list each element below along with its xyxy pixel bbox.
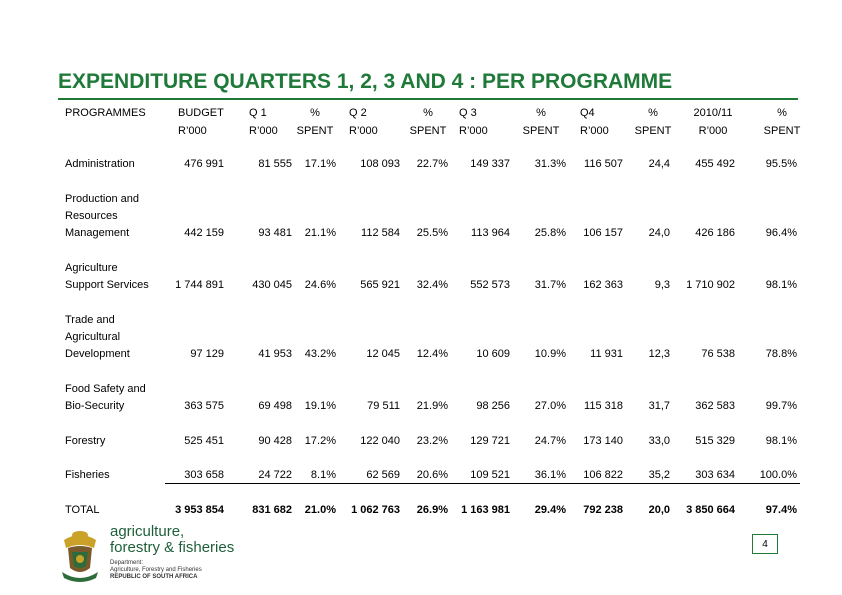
cell-budget: 442 159 (184, 227, 224, 239)
cell-q3p: 36.1% (534, 469, 566, 481)
cell-q3p: 31.3% (534, 158, 566, 170)
cell-q1: 93 481 (258, 227, 292, 239)
total-separator-line (165, 483, 800, 484)
header-q1 (249, 104, 278, 140)
header-totalp-line: % (777, 107, 787, 119)
cell-total: 303 634 (695, 469, 735, 481)
cell-q4: 115 318 (584, 400, 623, 412)
cell-q4: 106 157 (583, 227, 623, 239)
cell-q3: 129 721 (470, 435, 510, 447)
cell-totalp: 78.8% (765, 348, 797, 360)
cell-q4: 162 363 (583, 279, 623, 291)
cell-q1: 90 428 (258, 435, 292, 447)
cell-q2p: 21.9% (416, 400, 448, 412)
logo-department-text (110, 560, 202, 581)
cell-q3p: 25.8% (534, 227, 566, 239)
cell-q1p: 8.1% (310, 469, 336, 481)
cell-totalp: 99.7% (765, 400, 797, 412)
cell-q2p: 26.9% (416, 504, 448, 516)
header-q1p (285, 104, 345, 140)
cell-q1: 831 682 (252, 504, 292, 516)
cell-q1p: 17.2% (304, 435, 336, 447)
cell-total: 426 186 (695, 227, 735, 239)
header-q2 (349, 104, 378, 140)
cell-budget: 3 953 854 (175, 504, 224, 516)
cell-totalp: 96.4% (765, 227, 797, 239)
cell-q1p: 24.6% (304, 279, 336, 291)
logo-line-2: forestry & fisheries (110, 539, 235, 556)
header-programmes: PROGRAMMES (65, 107, 146, 119)
header-q4p-line: SPENT (634, 125, 672, 137)
cell-q1p: 19.1% (304, 400, 336, 412)
header-q2p-line: % (423, 107, 433, 119)
cell-q3p: 10.9% (534, 348, 566, 360)
cell-q3: 98 256 (476, 400, 510, 412)
cell-q2: 565 921 (360, 279, 400, 291)
header-budget (178, 104, 224, 140)
cell-q4p: 9,3 (654, 279, 670, 291)
cell-total: 455 492 (695, 158, 735, 170)
programme-label-line: Agricultural (65, 331, 121, 343)
header-totalp-line: SPENT (763, 125, 801, 137)
cell-q4p: 24,0 (648, 227, 670, 239)
logo-dept-line-2: Agriculture, Forestry and Fisheries (110, 567, 202, 573)
cell-q2: 62 569 (366, 469, 400, 481)
programme-label-line: Development (65, 348, 130, 360)
programme-label (65, 433, 105, 450)
programme-label-line: TOTAL (65, 504, 100, 516)
header-total-line: R’000 (698, 125, 728, 137)
cell-q2: 122 040 (360, 435, 400, 447)
cell-total: 76 538 (701, 348, 735, 360)
programme-label-line: Forestry (65, 435, 106, 447)
cell-q2p: 23.2% (416, 435, 448, 447)
cell-q4: 116 507 (584, 158, 623, 170)
coat-of-arms-icon (58, 526, 102, 584)
cell-q3: 1 163 981 (461, 504, 510, 516)
cell-q4: 106 822 (583, 469, 623, 481)
header-q2p (398, 104, 458, 140)
cell-q2p: 32.4% (416, 279, 448, 291)
page-title: EXPENDITURE QUARTERS 1, 2, 3 AND 4 : PER PROGRAMME (58, 70, 673, 93)
cell-q4p: 24,4 (648, 158, 670, 170)
programme-label (65, 156, 135, 173)
header-q1p-line: SPENT (296, 125, 334, 137)
cell-totalp: 95.5% (765, 158, 797, 170)
cell-q2: 79 511 (367, 400, 400, 412)
programme-label-line: Agriculture (65, 262, 118, 274)
header-q3p-line: SPENT (522, 125, 560, 137)
cell-q4p: 33,0 (648, 435, 670, 447)
header-totalp (752, 104, 812, 140)
cell-q4: 11 931 (590, 348, 623, 360)
cell-budget: 363 575 (184, 400, 224, 412)
programme-label-line: Administration (65, 158, 135, 170)
cell-q2p: 22.7% (416, 158, 448, 170)
cell-q2: 1 062 763 (351, 504, 400, 516)
cell-totalp: 98.1% (765, 279, 797, 291)
header-q2-line: Q 2 (349, 107, 367, 119)
header-total-line: 2010/11 (693, 107, 733, 119)
programme-label-line: Fisheries (65, 469, 110, 481)
cell-q1: 41 953 (258, 348, 292, 360)
cell-q3p: 31.7% (534, 279, 566, 291)
cell-q4: 173 140 (583, 435, 623, 447)
cell-q4p: 31,7 (648, 400, 670, 412)
header-q3p (511, 104, 571, 140)
cell-q4p: 12,3 (648, 348, 670, 360)
cell-budget: 303 658 (184, 469, 224, 481)
header-q4p-line: % (648, 107, 658, 119)
cell-q3: 109 521 (470, 469, 510, 481)
programme-label-line: Resources (65, 210, 118, 222)
cell-q1p: 21.0% (304, 504, 336, 516)
cell-totalp: 98.1% (765, 435, 797, 447)
header-q3 (459, 104, 488, 140)
cell-q3: 149 337 (470, 158, 510, 170)
cell-total: 515 329 (695, 435, 735, 447)
header-q1-line: Q 1 (249, 107, 267, 119)
department-logo (58, 524, 258, 584)
cell-budget: 97 129 (190, 348, 224, 360)
cell-totalp: 100.0% (759, 469, 797, 481)
programme-label (65, 381, 146, 415)
cell-q1p: 43.2% (304, 348, 336, 360)
cell-q4: 792 238 (583, 504, 623, 516)
logo-line-1: agriculture, (110, 523, 185, 540)
cell-budget: 476 991 (184, 158, 224, 170)
cell-budget: 525 451 (184, 435, 224, 447)
header-q3-line: Q 3 (459, 107, 477, 119)
programme-label-line: Support Services (65, 279, 149, 291)
cell-q1: 24 722 (258, 469, 292, 481)
programme-label-line: Trade and (65, 314, 115, 326)
cell-q2p: 20.6% (416, 469, 448, 481)
header-q2-line: R’000 (349, 125, 378, 137)
cell-q1: 430 045 (252, 279, 292, 291)
header-q4p (623, 104, 683, 140)
header-q1p-line: % (310, 107, 320, 119)
cell-q2: 108 093 (360, 158, 400, 170)
cell-q2: 12 045 (366, 348, 400, 360)
header-q3p-line: % (536, 107, 546, 119)
programme-label-line: Bio-Security (65, 400, 125, 412)
header-total (683, 104, 743, 140)
total-label (65, 502, 99, 519)
title-underline (58, 98, 798, 100)
cell-budget: 1 744 891 (175, 279, 224, 291)
cell-totalp: 97.4% (765, 504, 797, 516)
programme-label-line: Production and (65, 193, 139, 205)
cell-q1: 69 498 (258, 400, 292, 412)
cell-q3p: 29.4% (534, 504, 566, 516)
header-budget-line: BUDGET (178, 107, 224, 119)
header-q3-line: R’000 (459, 125, 488, 137)
cell-q1p: 21.1% (304, 227, 336, 239)
programme-label-line: Management (65, 227, 130, 239)
header-q4-line: Q4 (580, 107, 595, 119)
header-budget-line: R’000 (178, 125, 207, 137)
header-q2p-line: SPENT (409, 125, 447, 137)
cell-total: 1 710 902 (686, 279, 735, 291)
cell-q4p: 35,2 (648, 469, 670, 481)
programme-label (65, 467, 110, 484)
cell-q1p: 17.1% (304, 158, 336, 170)
cell-q3p: 27.0% (534, 400, 566, 412)
cell-total: 362 583 (695, 400, 735, 412)
cell-total: 3 850 664 (686, 504, 735, 516)
page-number: 4 (752, 534, 778, 554)
programme-label (65, 191, 139, 242)
cell-q2: 112 584 (361, 227, 400, 239)
programme-label (65, 312, 130, 363)
cell-q3: 10 609 (476, 348, 510, 360)
cell-q3p: 24.7% (534, 435, 566, 447)
header-q4-line: R’000 (580, 125, 609, 137)
cell-q2p: 12.4% (416, 348, 448, 360)
programme-label-line: Food Safety and (65, 383, 146, 395)
programme-label (65, 260, 149, 294)
header-q4 (580, 104, 609, 140)
cell-q4p: 20,0 (648, 504, 670, 516)
cell-q3: 552 573 (470, 279, 510, 291)
cell-q2p: 25.5% (416, 227, 448, 239)
cell-q3: 113 964 (471, 227, 510, 239)
cell-q1: 81 555 (258, 158, 292, 170)
logo-dept-line-1: Department: (110, 560, 144, 566)
logo-wordmark (110, 524, 234, 556)
logo-dept-line-3: REPUBLIC OF SOUTH AFRICA (110, 574, 198, 580)
header-q1-line: R’000 (249, 125, 278, 137)
